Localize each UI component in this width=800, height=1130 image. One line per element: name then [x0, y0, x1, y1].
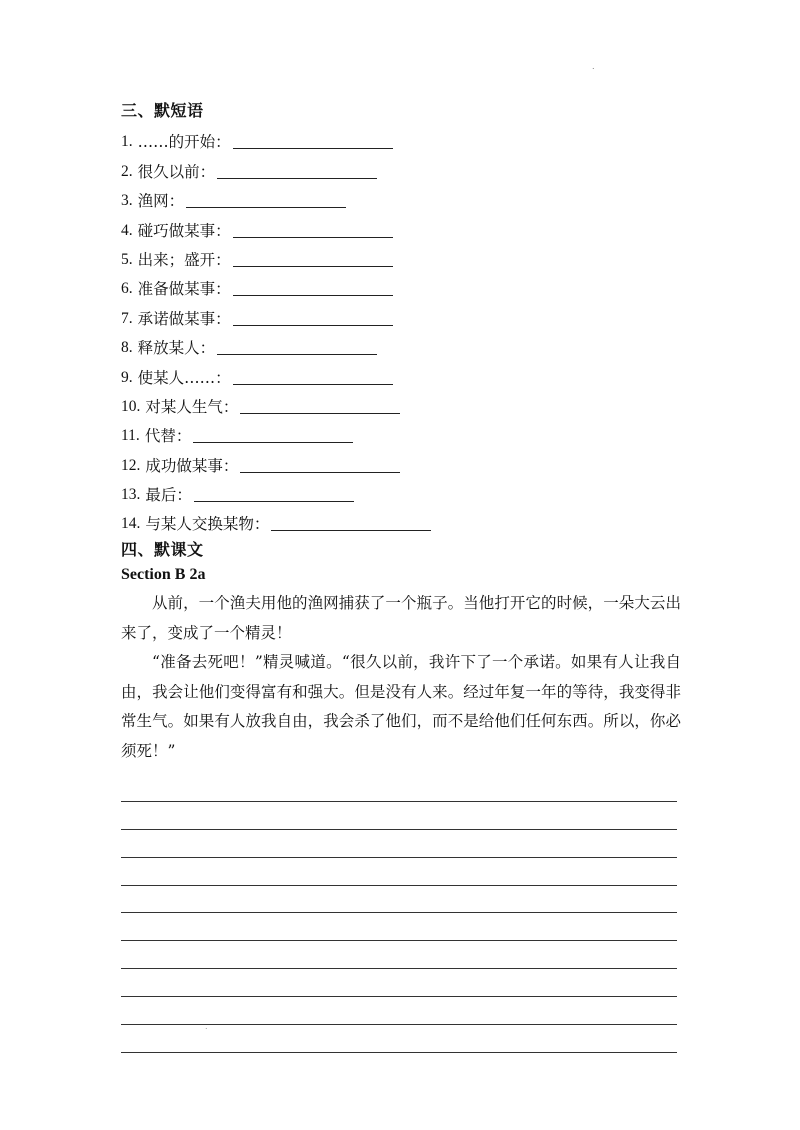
phrase-item	[121, 417, 721, 446]
phrase-number: 7.	[121, 309, 133, 327]
phrase-item	[121, 270, 721, 299]
writing-line[interactable]	[121, 941, 677, 969]
phrase-number: 8.	[121, 339, 133, 357]
phrase-text: 成功做某事：	[145, 456, 239, 475]
phrase-item	[121, 388, 721, 417]
phrase-number: 2.	[121, 162, 133, 180]
writing-line[interactable]	[121, 969, 677, 997]
phrase-text: 碰巧做某事：	[137, 221, 231, 240]
phrase-text: 最后：	[145, 486, 192, 505]
answer-blank[interactable]	[233, 221, 393, 238]
phrase-text: 渔网：	[137, 192, 185, 211]
phrase-number: 13.	[121, 486, 141, 504]
phrase-item	[121, 446, 721, 475]
phrase-item	[121, 329, 721, 358]
phrase-text: 准备做某事：	[137, 280, 231, 299]
phrase-item	[121, 299, 721, 328]
phrase-item	[121, 358, 721, 387]
writing-line[interactable]	[121, 997, 677, 1025]
writing-line[interactable]	[121, 830, 677, 858]
answer-blank[interactable]	[240, 397, 400, 414]
phrase-number: 14.	[121, 515, 141, 533]
passage	[121, 589, 681, 766]
answer-blank[interactable]	[271, 514, 431, 531]
writing-lines	[121, 774, 677, 1053]
section3-heading: 三、默短语	[121, 101, 204, 120]
answer-blank[interactable]	[233, 132, 393, 149]
phrase-list	[121, 123, 721, 534]
writing-line[interactable]	[121, 886, 677, 914]
answer-blank[interactable]	[193, 426, 353, 443]
answer-blank[interactable]	[194, 485, 354, 502]
passage-paragraph-1: 从前，一个渔夫用他的渔网捕获了一个瓶子。当他打开它的时候，一朵大云出来了，变成了一个精灵！	[121, 594, 681, 642]
phrase-text: 与某人交换某物：	[145, 515, 270, 534]
passage-paragraph-2: “准备去死吧！”精灵喊道。“很久以前，我许下了一个承诺。如果有人让我自由，我会让他们变得富有和强大。但是没有人来。经过年复一年的等待，我变得非常生气。如果有人放我自由，我会杀了他们，而不是给他们任何东西。所以，你必须死！”	[121, 653, 681, 760]
phrase-text: 很久以前：	[137, 162, 216, 181]
phrase-item	[121, 241, 721, 270]
phrase-text: 出来；盛开：	[137, 250, 231, 269]
phrase-item	[121, 211, 721, 240]
phrase-text: 代替：	[144, 427, 192, 446]
phrase-text: ……的开始：	[137, 133, 231, 152]
scan-dot: .	[592, 62, 595, 71]
phrase-number: 10.	[121, 397, 141, 415]
scan-dot: .	[205, 1022, 208, 1031]
phrase-number: 12.	[121, 456, 141, 474]
answer-blank[interactable]	[217, 162, 377, 179]
writing-line[interactable]	[121, 774, 677, 802]
phrase-text: 使某人……：	[137, 368, 231, 387]
writing-line[interactable]	[121, 913, 677, 941]
phrase-number: 6.	[121, 280, 133, 298]
answer-blank[interactable]	[186, 191, 346, 208]
phrase-number: 3.	[121, 192, 133, 210]
phrase-item	[121, 182, 721, 211]
phrase-item	[121, 476, 721, 505]
phrase-number: 1.	[121, 133, 133, 151]
phrase-number: 11.	[121, 427, 140, 445]
phrase-item	[121, 152, 721, 181]
writing-line[interactable]	[121, 858, 677, 886]
section4-heading: 四、默课文	[121, 540, 204, 559]
writing-line[interactable]	[121, 802, 677, 830]
phrase-text: 对某人生气：	[145, 397, 239, 416]
phrase-text: 承诺做某事：	[137, 309, 231, 328]
phrase-item	[121, 505, 721, 534]
section-label: Section B 2a	[121, 566, 206, 583]
phrase-number: 4.	[121, 221, 133, 239]
answer-blank[interactable]	[233, 368, 393, 385]
phrase-number: 9.	[121, 368, 133, 386]
phrase-item	[121, 123, 721, 152]
answer-blank[interactable]	[233, 250, 393, 267]
answer-blank[interactable]	[233, 279, 393, 296]
phrase-number: 5.	[121, 250, 133, 268]
answer-blank[interactable]	[240, 456, 400, 473]
phrase-text: 释放某人：	[137, 339, 216, 358]
answer-blank[interactable]	[217, 338, 377, 355]
answer-blank[interactable]	[233, 309, 393, 326]
